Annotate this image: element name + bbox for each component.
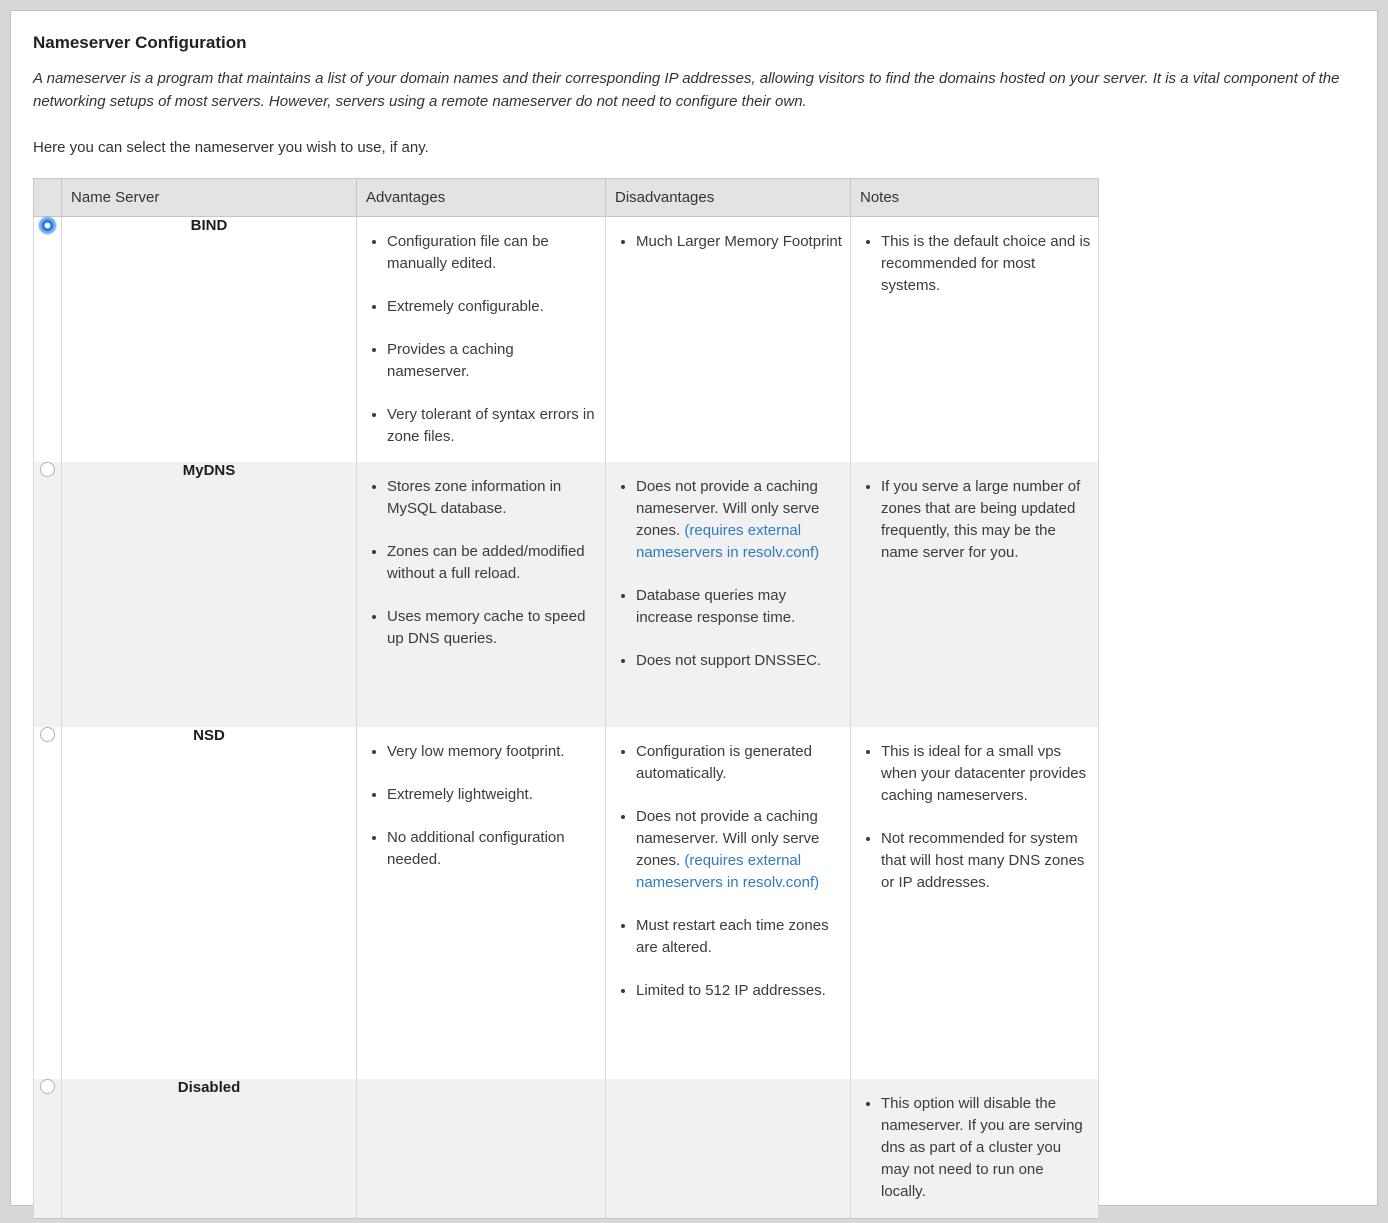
advantages-cell xyxy=(357,462,606,727)
advantages-list xyxy=(357,231,599,448)
disadvantages-item-text: Configuration is generated automatically. xyxy=(636,743,812,782)
notes-cell xyxy=(851,217,1099,463)
disadvantages-item xyxy=(636,980,844,1002)
disadvantages-item-text: Does not support DNSSEC. xyxy=(636,652,822,669)
disadvantages-list xyxy=(606,231,844,253)
notes-list xyxy=(851,1093,1092,1203)
disadvantages-list xyxy=(606,741,844,1002)
advantages-item xyxy=(387,827,599,871)
nameserver-table xyxy=(33,178,1099,1219)
table-header-row xyxy=(34,179,1099,217)
notes-item xyxy=(881,476,1092,564)
advantages-item xyxy=(387,476,599,520)
notes-item xyxy=(881,741,1092,807)
advantages-item xyxy=(387,606,599,650)
disadvantages-item xyxy=(636,741,844,785)
advantages-item xyxy=(387,231,599,275)
advantages-cell xyxy=(357,727,606,1079)
advantages-item-text: Stores zone information in MySQL database. xyxy=(387,478,562,517)
advantages-item-text: Extremely lightweight. xyxy=(387,786,533,803)
advantages-item-text: Extremely configurable. xyxy=(387,298,544,315)
disadvantages-item-text: Much Larger Memory Footprint xyxy=(636,233,842,250)
notes-item xyxy=(881,231,1092,297)
resolv-conf-link[interactable]: (requires external nameservers in resolv.conf) xyxy=(636,852,820,891)
advantages-list xyxy=(357,741,599,871)
intro-paragraph: A nameserver is a program that maintains a list of your domain names and their corresponding IP addresses, allowing visitors to find the domains hosted on your server. It is a vital component of the networking setups of most servers. However, servers using a remote nameserver do not need to configure their own. xyxy=(33,70,1340,110)
disadvantages-item-text: Database queries may increase response time. xyxy=(636,587,796,626)
notes-list xyxy=(851,231,1092,297)
disadvantages-item xyxy=(636,231,844,253)
notes-item-text: This is ideal for a small vps when your datacenter provides caching nameservers. xyxy=(881,743,1087,804)
notes-item-text: This is the default choice and is recommended for most systems. xyxy=(881,233,1091,294)
radio-mydns[interactable] xyxy=(40,462,55,477)
advantages-item-text: Very low memory footprint. xyxy=(387,743,565,760)
name-cell xyxy=(62,217,357,463)
disadvantages-item xyxy=(636,915,844,959)
notes-item-text: This option will disable the nameserver. If you are serving dns as part of a cluster you may not need to run one locally. xyxy=(881,1095,1083,1200)
radio-cell xyxy=(34,217,62,463)
advantages-item xyxy=(387,541,599,585)
notes-item xyxy=(881,828,1092,894)
radio-nsd[interactable] xyxy=(40,727,55,742)
table-row-mydns xyxy=(34,462,1099,727)
nameserver-name-disabled: Disabled xyxy=(177,1079,241,1096)
advantages-item-text: No additional configuration needed. xyxy=(387,829,565,868)
header-notes: Notes xyxy=(851,179,1099,217)
disadvantages-item xyxy=(636,806,844,894)
notes-cell xyxy=(851,462,1099,727)
header-advantages: Advantages xyxy=(357,179,606,217)
disadvantages-cell xyxy=(606,1079,851,1218)
table-row-disabled xyxy=(34,1079,1099,1218)
notes-list xyxy=(851,741,1092,894)
notes-item-text: Not recommended for system that will host many DNS zones or IP addresses. xyxy=(881,830,1085,891)
disadvantages-item xyxy=(636,476,844,564)
advantages-item-text: Zones can be added/modified without a full reload. xyxy=(387,543,585,582)
notes-list xyxy=(851,476,1092,564)
notes-item xyxy=(881,1093,1092,1203)
disadvantages-cell xyxy=(606,727,851,1079)
disadvantages-cell xyxy=(606,462,851,727)
advantages-item xyxy=(387,784,599,806)
advantages-item-text: Uses memory cache to speed up DNS queries. xyxy=(387,608,586,647)
disadvantages-list xyxy=(606,476,844,672)
nameserver-name-bind: BIND xyxy=(190,217,228,234)
name-cell xyxy=(62,1079,357,1218)
table-row-nsd xyxy=(34,727,1099,1079)
radio-bind[interactable] xyxy=(39,217,56,234)
advantages-item xyxy=(387,741,599,763)
notes-item-text: If you serve a large number of zones that are being updated frequently, this may be the name server for you. xyxy=(881,478,1081,561)
disadvantages-item-text: Does not provide a caching nameserver. Will only serve zones. xyxy=(636,478,820,539)
select-prompt: Here you can select the nameserver you wish to use, if any. xyxy=(33,139,429,156)
disadvantages-cell xyxy=(606,217,851,463)
name-cell xyxy=(62,462,357,727)
disadvantages-item-text: Must restart each time zones are altered. xyxy=(636,917,829,956)
advantages-item-text: Configuration file can be manually edited. xyxy=(387,233,549,272)
content-panel xyxy=(10,10,1378,1206)
resolv-conf-link[interactable]: (requires external nameservers in resolv.conf) xyxy=(636,522,820,561)
advantages-item xyxy=(387,339,599,383)
advantages-item-text: Very tolerant of syntax errors in zone files. xyxy=(387,406,595,445)
header-radio-column xyxy=(34,179,62,217)
disadvantages-item xyxy=(636,585,844,629)
advantages-item xyxy=(387,404,599,448)
name-cell xyxy=(62,727,357,1079)
table-row-bind xyxy=(34,217,1099,463)
disadvantages-item-text: Limited to 512 IP addresses. xyxy=(636,982,826,999)
disadvantages-item xyxy=(636,650,844,672)
notes-cell xyxy=(851,1079,1099,1218)
radio-cell xyxy=(34,1079,62,1218)
advantages-item-text: Provides a caching nameserver. xyxy=(387,341,514,380)
radio-disabled[interactable] xyxy=(40,1079,55,1094)
radio-cell xyxy=(34,462,62,727)
nameserver-name-mydns: MyDNS xyxy=(182,462,236,479)
advantages-cell xyxy=(357,217,606,463)
advantages-item xyxy=(387,296,599,318)
disadvantages-item-text: Does not provide a caching nameserver. Will only serve zones. xyxy=(636,808,820,869)
header-name-server: Name Server xyxy=(62,179,357,217)
advantages-list xyxy=(357,476,599,650)
notes-cell xyxy=(851,727,1099,1079)
header-disadvantages: Disadvantages xyxy=(606,179,851,217)
nameserver-name-nsd: NSD xyxy=(193,727,225,744)
page-title: Nameserver Configuration xyxy=(33,33,247,52)
advantages-cell xyxy=(357,1079,606,1218)
radio-cell xyxy=(34,727,62,1079)
